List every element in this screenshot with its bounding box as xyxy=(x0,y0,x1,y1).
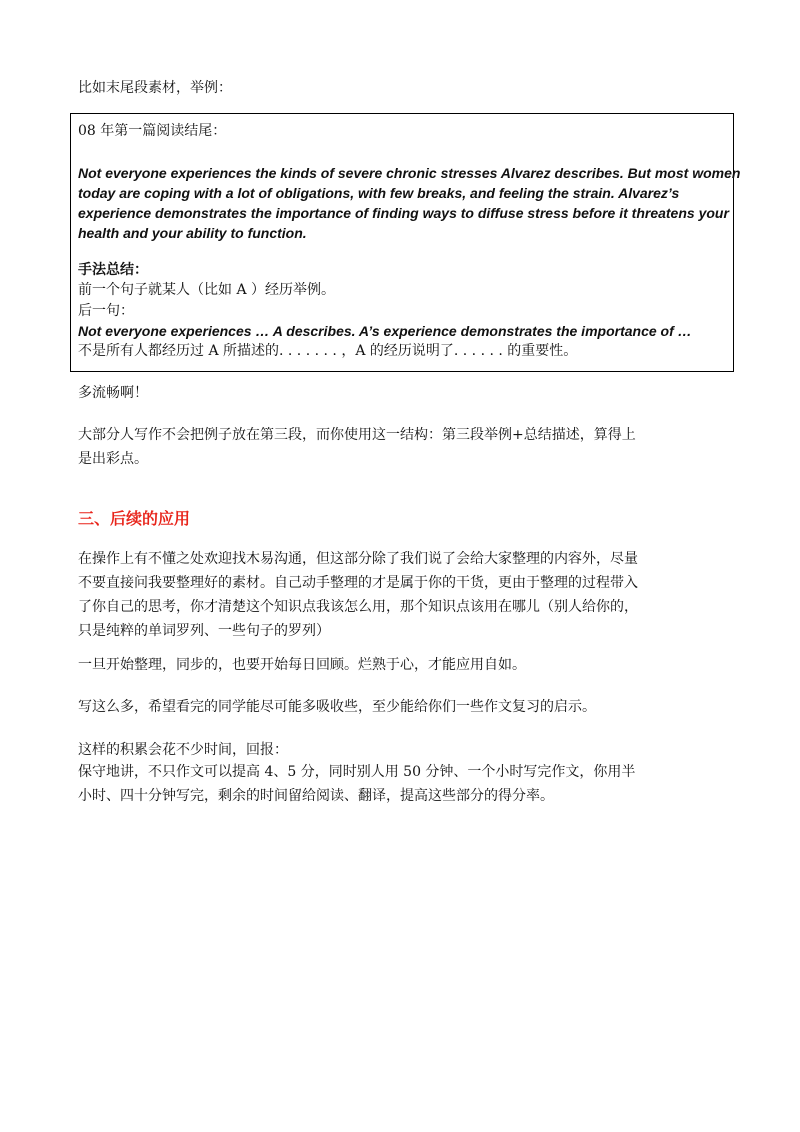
paragraph3: 一旦开始整理，同步的，也要开始每日回顾。烂熟于心，才能应用自如。 xyxy=(78,657,526,673)
paragraph4: 写这么多，希望看完的同学能尽可能多吸收些，至少能给你们一些作文复习的启示。 xyxy=(78,699,596,715)
passage-line-1: Not everyone experiences the kinds of severe chronic stresses Alvarez describes. But most women xyxy=(78,165,741,181)
paragraph5-line-3: 小时、四十分钟写完，剩余的时间留给阅读、翻译，提高这些部分的得分率。 xyxy=(78,788,554,804)
summary-line-3: Not everyone experiences … A describes. A’s experience demonstrates the importance of … xyxy=(78,323,692,339)
intro-text: 比如末尾段素材，举例： xyxy=(78,80,232,96)
paragraph5-line-2: 保守地讲，不只作文可以提高 4、5 分，同时别人用 50 分钟、一个小时写完作文，你用半 xyxy=(78,764,636,780)
paragraph2-line-1-part-2: 给大家整理的内容外，尽量 xyxy=(470,551,638,567)
passage-line-2: today are coping with a lot of obligations, with few breaks, and feeling the strain. Alvarez’s xyxy=(78,185,680,201)
summary-line-2: 后一句： xyxy=(78,303,134,319)
paragraph2-line-4: 只是纯粹的单词罗列、一些句子的罗列） xyxy=(78,623,330,639)
summary-line-1: 前一个句子就某人（比如 A ）经历举例。 xyxy=(78,282,336,298)
paragraph2-line-1 xyxy=(78,549,638,569)
passage-line-3: experience demonstrates the importance of finding ways to diffuse stress before it threatens your xyxy=(78,205,729,221)
after-box-text: 多流畅啊！ xyxy=(78,385,148,401)
summary-title: 手法总结： xyxy=(78,262,148,278)
paragraph2-line-2: 不要直接问我要整理好的素材。自己动手整理的才是属于你的干货，更由于整理的过程带入 xyxy=(78,575,638,591)
box-title: 08 年第一篇阅读结尾： xyxy=(78,123,227,139)
paragraph1-line-2: 是出彩点。 xyxy=(78,451,148,467)
passage-line-4: health and your ability to function. xyxy=(78,225,307,241)
example-box xyxy=(70,113,741,372)
paragraph5-line-1: 这样的积累会花不少时间，回报： xyxy=(78,742,288,758)
paragraph1-line-1: 大部分人写作不会把例子放在第三段，而你使用这一结构：第三段举例+总结描述，算得上 xyxy=(78,427,636,443)
paragraph2-line-1-part-1: 在操作上有不懂之处欢迎找木易沟通，但这部分除了我们说了会 xyxy=(78,551,470,567)
section-heading: 三、后续的应用 xyxy=(78,509,191,528)
summary-line-4: 不是所有人都经历过 A 所描述的. . . . . . . ，A 的经历说明了. . . . . . 的重要性。 xyxy=(78,343,578,359)
paragraph2-line-3: 了你自己的思考，你才清楚这个知识点我该怎么用，那个知识点该用在哪儿（别人给你的， xyxy=(78,599,638,615)
